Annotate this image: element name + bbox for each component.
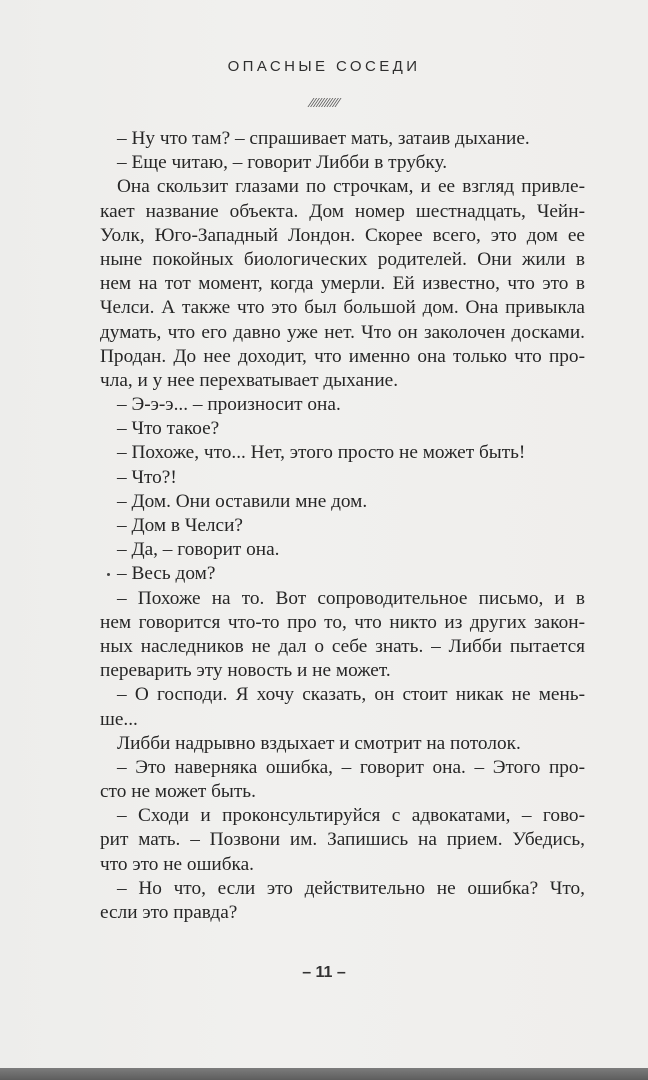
- running-title: ОПАСНЫЕ СОСЕДИ: [227, 58, 421, 75]
- text-line: ныне покойных биологических родителей. Они жили в: [100, 248, 585, 270]
- text-line: – О господи. Я хочу сказать, он стоит никак не мень-: [117, 684, 585, 706]
- text-line: Она скользит глазами по строчкам, и ее взгляд привле-: [117, 176, 585, 198]
- title-ornament: ///////////: [306, 96, 342, 109]
- text-line: Продан. До нее доходит, что именно она только что про-: [100, 345, 585, 367]
- text-line: – Это наверняка ошибка, – говорит она. – Этого про-: [117, 756, 585, 778]
- text-line: Либби надрывно вздыхает и смотрит на потолок.: [117, 732, 521, 754]
- text-line: – Еще читаю, – говорит Либби в трубку.: [117, 152, 448, 174]
- text-line: кает название объекта. Дом номер шестнадцать, Чейн-: [100, 200, 585, 222]
- print-speck: [107, 573, 110, 576]
- text-line: – Что?!: [117, 466, 177, 488]
- text-line: переварить эту новость и не может.: [100, 660, 391, 682]
- text-line: рит мать. – Позвони им. Запишись на прием. Убедись,: [100, 829, 585, 851]
- body-text: [100, 127, 585, 925]
- text-line: – Что такое?: [117, 418, 220, 440]
- page-number: – 11 –: [302, 964, 346, 981]
- text-line: – Похоже на то. Вот сопроводительное письмо, и в: [117, 587, 585, 609]
- text-line: нем говорится что-то про то, что никто из других закон-: [100, 611, 585, 633]
- text-line: – Сходи и проконсультируйся с адвокатами, – гово-: [117, 805, 585, 827]
- text-line: – Дом. Они оставили мне дом.: [117, 490, 368, 512]
- text-line: Уолк, Юго-Западный Лондон. Скорее всего, это дом ее: [100, 224, 585, 246]
- text-line: – Э-э-э... – произносит она.: [117, 394, 341, 416]
- text-line: – Дом в Челси?: [117, 515, 243, 536]
- text-line: нем на тот момент, когда умерли. Ей известно, что это в: [100, 273, 585, 295]
- text-line: – Весь дом?: [117, 563, 216, 585]
- text-line: сто не может быть.: [100, 781, 256, 803]
- text-line: ных наследников не дал о себе знать. – Либби пытается: [100, 635, 585, 657]
- text-line: чла, и у нее перехватывает дыхание.: [100, 369, 399, 391]
- text-line: – Но что, если это действительно не ошибка? Что,: [117, 877, 585, 899]
- text-line: если это правда?: [100, 902, 238, 923]
- text-line: – Да, – говорит она.: [117, 539, 280, 561]
- text-line: ше...: [100, 708, 138, 730]
- text-line: – Похоже, что... Нет, этого просто не может быть!: [117, 442, 526, 464]
- text-line: Челси. А также что это был большой дом. Она привыкла: [100, 297, 585, 319]
- text-line: – Ну что там? – спрашивает мать, затаив дыхание.: [117, 128, 530, 149]
- page-bottom-edge: [0, 1068, 648, 1080]
- text-line: думать, что его давно уже нет. Что он заколочен досками.: [100, 321, 585, 343]
- text-line: что это не ошибка.: [100, 853, 255, 875]
